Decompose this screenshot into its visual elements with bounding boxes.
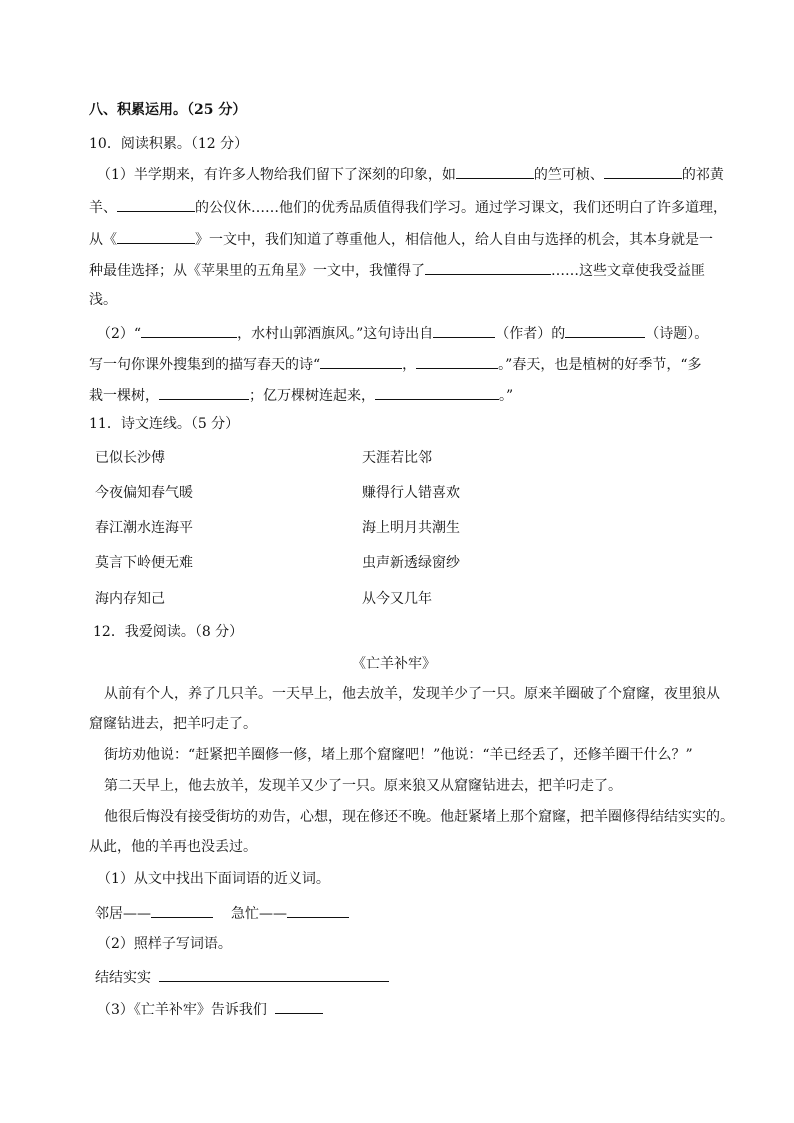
text: （作者）的	[495, 326, 566, 342]
story-paragraph: 街坊劝他说：“赶紧把羊圈修一修，堵上那个窟窿吧！”他说：“羊已经丢了，还修羊圈干什么？”	[104, 747, 693, 763]
q11-left-item: 已似长沙傅	[95, 450, 165, 466]
q11-right-item: 赚得行人错喜欢	[362, 485, 460, 501]
q11-right-item: 虫声新透绿窗纱	[362, 555, 460, 571]
answer-blank[interactable]	[375, 384, 499, 400]
q10-part2-line1	[97, 322, 708, 344]
text: 从《	[89, 232, 117, 248]
text: 栽一棵树，	[89, 388, 159, 404]
q11-left-item: 今夜偏知春气暖	[95, 485, 193, 501]
q11-right-item: 从今又几年	[362, 591, 432, 607]
q11-title: 11．诗文连线。（5 分）	[89, 416, 240, 432]
q12-sub2-line	[95, 966, 389, 988]
answer-blank[interactable]	[433, 322, 495, 338]
q10-part1-line5: 浅。	[89, 292, 117, 308]
text: （诗题）。	[645, 326, 709, 342]
answer-blank[interactable]	[141, 322, 237, 338]
q11-right-item: 天涯若比邻	[362, 450, 432, 466]
text: 的公仪休……他们的优秀品质值得我们学习。通过学习课文，我们还明白了许多道理，	[195, 200, 727, 216]
q12-title: 12．我爱阅读。（8 分）	[93, 624, 244, 640]
text: （3）《亡羊补牢》告诉我们	[97, 1002, 267, 1018]
q10-title: 10．阅读积累。（12 分）	[89, 136, 249, 152]
story-paragraph: 他很后悔没有接受街坊的劝告，心想，现在修还不晚。他赶紧堵上那个窟窿，把羊圈修得结结实实的。	[104, 809, 734, 825]
text: 羊、	[89, 200, 117, 216]
q11-left-item: 莫言下岭便无难	[95, 555, 193, 571]
answer-blank[interactable]	[275, 998, 323, 1014]
answer-blank[interactable]	[117, 196, 195, 212]
text: 的竺可桢、	[533, 167, 604, 183]
word-prompt: 邻居——	[95, 906, 151, 922]
q12-sub3	[97, 998, 323, 1020]
answer-blank[interactable]	[287, 902, 349, 918]
answer-blank[interactable]	[425, 259, 551, 275]
answer-blank[interactable]	[159, 384, 249, 400]
text: ；亿万棵树连起来，	[249, 388, 375, 404]
text: 种最佳选择；从《苹果里的五角星》一文中，我懂得了	[89, 263, 425, 279]
text: （2）“	[97, 326, 142, 342]
text: 》一文中，我们知道了尊重他人，相信他人，给人自由与选择的机会，其本身就是一	[195, 232, 713, 248]
story-paragraph: 第二天早上，他去放羊，发现羊又少了一只。原来狼又从窟窿钻进去，把羊叼走了。	[104, 778, 622, 794]
text: 的祁黄	[681, 167, 724, 183]
answer-blank[interactable]	[320, 353, 402, 369]
q11-left-item: 春江潮水连海平	[95, 520, 193, 536]
q10-part2-line2	[89, 353, 701, 375]
answer-blank[interactable]	[416, 353, 498, 369]
q10-part1-line4	[89, 259, 705, 281]
text: ，水村山郭酒旗风。”这句诗出自	[237, 326, 434, 342]
q11-right-item: 海上明月共潮生	[362, 520, 460, 536]
q10-part1-line1	[97, 163, 724, 185]
story-title: 《亡羊补牢》	[352, 656, 436, 672]
word-prompt: 急忙——	[231, 906, 287, 922]
answer-blank[interactable]	[604, 163, 682, 179]
answer-blank[interactable]	[117, 228, 195, 244]
q12-sub2: （2）照样子写词语。	[97, 936, 232, 952]
example-word: 结结实实	[95, 970, 151, 986]
text: ，	[402, 357, 417, 373]
answer-blank[interactable]	[151, 902, 213, 918]
story-paragraph: 从前有个人，养了几只羊。一天早上，他去放羊，发现羊少了一只。原来羊圈破了个窟窿，夜里狼从	[104, 686, 720, 702]
answer-blank[interactable]	[159, 966, 389, 982]
text: 。”春天，也是植树的好季节，“多	[498, 357, 702, 373]
text: （1）半学期来，有许多人物给我们留下了深刻的印象，如	[97, 167, 456, 183]
section-heading: 八、积累运用。（25 分）	[89, 102, 247, 118]
text: 写一句你课外搜集到的描写春天的诗“	[89, 357, 321, 373]
q10-part2-line3	[89, 384, 513, 406]
q12-sub1-words	[95, 902, 349, 924]
q12-sub1: （1）从文中找出下面词语的近义词。	[97, 871, 330, 887]
q10-part1-line2	[89, 196, 727, 218]
story-paragraph: 从此，他的羊再也没丢过。	[89, 839, 257, 855]
answer-blank[interactable]	[565, 322, 645, 338]
text: ……这些文章使我受益匪	[551, 263, 705, 279]
answer-blank[interactable]	[456, 163, 534, 179]
q10-part1-line3	[89, 228, 713, 250]
q11-left-item: 海内存知己	[95, 591, 165, 607]
text: 。”	[499, 388, 514, 404]
story-paragraph: 窟窿钻进去，把羊叼走了。	[89, 716, 257, 732]
